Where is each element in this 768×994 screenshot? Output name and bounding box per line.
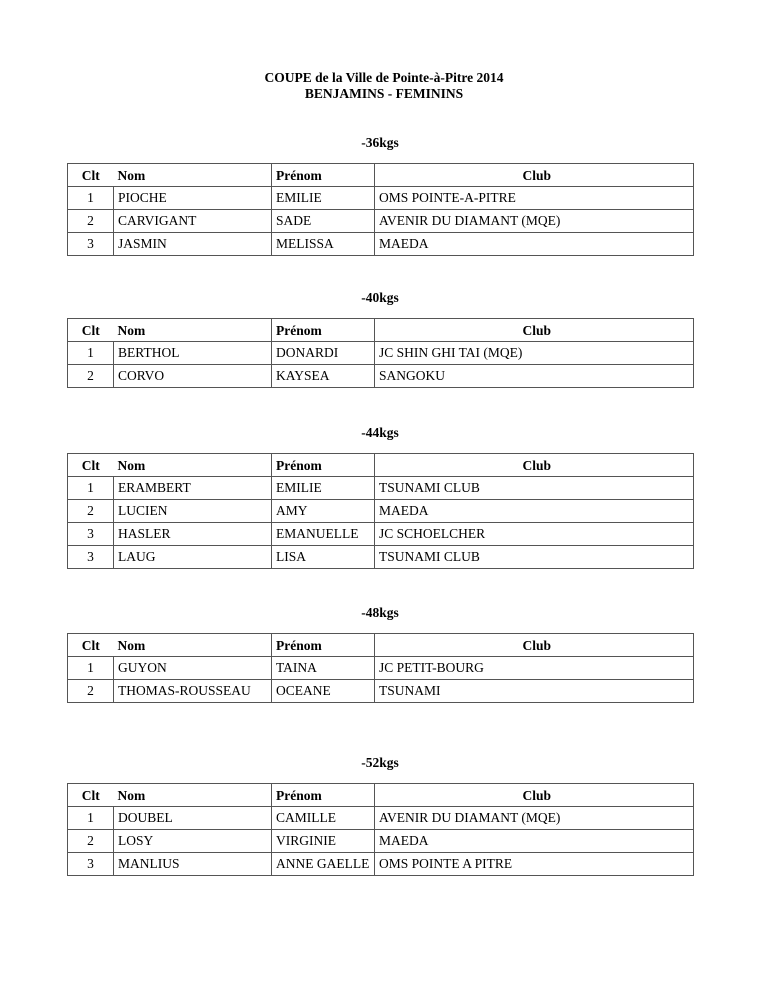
last-name-cell: LOSY bbox=[114, 830, 272, 853]
column-header-clt: Clt bbox=[81, 788, 100, 803]
last-name-cell: BERTHOL bbox=[114, 342, 272, 365]
first-name-cell: DONARDI bbox=[272, 342, 375, 365]
last-name-cell: THOMAS-ROUSSEAU bbox=[114, 680, 272, 703]
club-cell: TSUNAMI bbox=[375, 680, 694, 703]
club-cell: JC SCHOELCHER bbox=[375, 523, 694, 546]
rank-cell: 3 bbox=[68, 233, 114, 256]
first-name-cell: OCEANE bbox=[272, 680, 375, 703]
last-name-cell: DOUBEL bbox=[114, 807, 272, 830]
header-row bbox=[68, 634, 694, 657]
column-header-club: Club bbox=[375, 454, 694, 477]
first-name-cell: EMILIE bbox=[272, 187, 375, 210]
club-cell: AVENIR DU DIAMANT (MQE) bbox=[375, 807, 694, 830]
table-row bbox=[68, 657, 694, 680]
rank-cell: 2 bbox=[68, 830, 114, 853]
category-section bbox=[67, 135, 693, 256]
table-row bbox=[68, 807, 694, 830]
column-header-prenom: Prénom bbox=[272, 164, 375, 187]
results-table bbox=[67, 453, 694, 569]
column-header-nom: Nom bbox=[117, 323, 146, 338]
club-cell: AVENIR DU DIAMANT (MQE) bbox=[375, 210, 694, 233]
header-row bbox=[68, 164, 694, 187]
column-header-nom: Nom bbox=[117, 788, 146, 803]
first-name-cell: SADE bbox=[272, 210, 375, 233]
first-name-cell: KAYSEA bbox=[272, 365, 375, 388]
rank-cell: 3 bbox=[68, 853, 114, 876]
rank-cell: 3 bbox=[68, 546, 114, 569]
document-title: COUPE de la Ville de Pointe-à-Pitre 2014 bbox=[264, 70, 504, 85]
rank-cell: 1 bbox=[68, 657, 114, 680]
column-header-nom: Nom bbox=[117, 638, 146, 653]
table-row bbox=[68, 680, 694, 703]
results-table bbox=[67, 318, 694, 388]
last-name-cell: HASLER bbox=[114, 523, 272, 546]
column-header-club: Club bbox=[375, 784, 694, 807]
rank-cell: 2 bbox=[68, 500, 114, 523]
column-header-prenom: Prénom bbox=[272, 634, 375, 657]
rank-cell: 1 bbox=[68, 807, 114, 830]
table-row bbox=[68, 500, 694, 523]
column-header-clt: Clt bbox=[81, 458, 100, 473]
last-name-cell: CARVIGANT bbox=[114, 210, 272, 233]
column-header-club: Club bbox=[375, 319, 694, 342]
header-row bbox=[68, 454, 694, 477]
first-name-cell: EMILIE bbox=[272, 477, 375, 500]
category-section bbox=[67, 290, 693, 388]
first-name-cell: AMY bbox=[272, 500, 375, 523]
column-header-clt: Clt bbox=[81, 168, 100, 183]
rank-cell: 2 bbox=[68, 680, 114, 703]
rank-cell: 2 bbox=[68, 210, 114, 233]
rank-cell: 3 bbox=[68, 523, 114, 546]
table-row bbox=[68, 853, 694, 876]
table-row bbox=[68, 187, 694, 210]
weight-category-label: -52kgs bbox=[361, 755, 399, 770]
table-row bbox=[68, 546, 694, 569]
rank-cell: 1 bbox=[68, 342, 114, 365]
table-row bbox=[68, 477, 694, 500]
last-name-cell: ERAMBERT bbox=[114, 477, 272, 500]
club-cell: MAEDA bbox=[375, 233, 694, 256]
category-section bbox=[67, 755, 693, 876]
column-header-club: Club bbox=[375, 634, 694, 657]
table-row bbox=[68, 365, 694, 388]
first-name-cell: EMANUELLE bbox=[272, 523, 375, 546]
header-row bbox=[68, 319, 694, 342]
column-header-club: Club bbox=[375, 164, 694, 187]
document-subtitle: BENJAMINS - FEMININS bbox=[304, 86, 464, 101]
club-cell: OMS POINTE-A-PITRE bbox=[375, 187, 694, 210]
last-name-cell: GUYON bbox=[114, 657, 272, 680]
column-header-prenom: Prénom bbox=[272, 454, 375, 477]
club-cell: MAEDA bbox=[375, 830, 694, 853]
rank-cell: 1 bbox=[68, 187, 114, 210]
table-row bbox=[68, 523, 694, 546]
results-table bbox=[67, 633, 694, 703]
first-name-cell: ANNE GAELLE bbox=[272, 853, 375, 876]
column-header-clt: Clt bbox=[81, 638, 100, 653]
last-name-cell: PIOCHE bbox=[114, 187, 272, 210]
last-name-cell: CORVO bbox=[114, 365, 272, 388]
first-name-cell: MELISSA bbox=[272, 233, 375, 256]
table-row bbox=[68, 342, 694, 365]
club-cell: SANGOKU bbox=[375, 365, 694, 388]
header-row bbox=[68, 784, 694, 807]
weight-category-label: -40kgs bbox=[361, 290, 399, 305]
first-name-cell: CAMILLE bbox=[272, 807, 375, 830]
first-name-cell: VIRGINIE bbox=[272, 830, 375, 853]
category-section bbox=[67, 605, 693, 703]
column-header-prenom: Prénom bbox=[272, 319, 375, 342]
table-row bbox=[68, 233, 694, 256]
club-cell: OMS POINTE A PITRE bbox=[375, 853, 694, 876]
column-header-clt: Clt bbox=[81, 323, 100, 338]
club-cell: MAEDA bbox=[375, 500, 694, 523]
column-header-nom: Nom bbox=[117, 458, 146, 473]
category-section bbox=[67, 425, 693, 569]
weight-category-label: -48kgs bbox=[361, 605, 399, 620]
club-cell: TSUNAMI CLUB bbox=[375, 546, 694, 569]
weight-category-label: -44kgs bbox=[361, 425, 399, 440]
first-name-cell: LISA bbox=[272, 546, 375, 569]
last-name-cell: JASMIN bbox=[114, 233, 272, 256]
column-header-prenom: Prénom bbox=[272, 784, 375, 807]
last-name-cell: MANLIUS bbox=[114, 853, 272, 876]
rank-cell: 1 bbox=[68, 477, 114, 500]
results-table bbox=[67, 783, 694, 876]
last-name-cell: LUCIEN bbox=[114, 500, 272, 523]
club-cell: JC PETIT-BOURG bbox=[375, 657, 694, 680]
first-name-cell: TAINA bbox=[272, 657, 375, 680]
rank-cell: 2 bbox=[68, 365, 114, 388]
table-row bbox=[68, 210, 694, 233]
weight-category-label: -36kgs bbox=[361, 135, 399, 150]
results-table bbox=[67, 163, 694, 256]
club-cell: TSUNAMI CLUB bbox=[375, 477, 694, 500]
column-header-nom: Nom bbox=[117, 168, 146, 183]
table-row bbox=[68, 830, 694, 853]
last-name-cell: LAUG bbox=[114, 546, 272, 569]
club-cell: JC SHIN GHI TAI (MQE) bbox=[375, 342, 694, 365]
